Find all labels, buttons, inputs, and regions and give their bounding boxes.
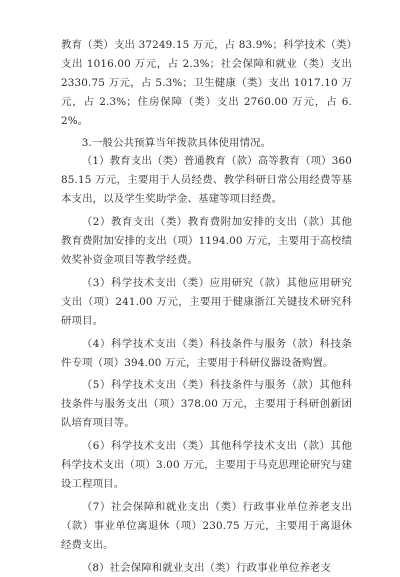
- paragraph-item-7: （7）社会保障和就业支出（类）行政事业单位养老支出（款）事业单位离退休（项）230.75 万元，主要用于离退休经费支出。: [61, 500, 352, 551]
- paragraph-item-3: （3）科学技术支出（类）应用研究（款）其他应用研究支出（项）241.00 万元，主要用于健康浙江关键技术研究科研项目。: [61, 276, 352, 327]
- paragraph-item-2: （2）教育支出（类）教育费附加安排的支出（款）其他教育费附加安排的支出（项）1194.00 万元，主要用于高校绩效奖补资金项目等教学经费。: [61, 216, 352, 266]
- section-heading: 3.一般公共预算当年拨款具体使用情况。: [81, 136, 272, 149]
- paragraph-item-1: （1）教育支出（类）普通教育（款）高等教育（项）36085.15 万元，主要用于人员经费、教学科研日常公用经费等基本支出，以及学生奖助学金、基建等项目经费。: [61, 155, 352, 206]
- paragraph-item-5: （5）科学技术支出（类）科技条件与服务（款）其他科技条件与服务支出（项）378.00 万元，主要用于科研创新团队培育项目等。: [61, 379, 352, 430]
- paragraph-expenditure-by-category: 教育（类）支出 37249.15 万元，占 83.9%；科学技术（类）支出 1016.00 万元，占 2.3%；社会保障和就业（类）支出 2330.75 万元，占 5.3%；卫生健康（类）支出 1017.10 万元，占 2.3%；住房保障（类）支出 2760.00 万元，占 6.2%。: [61, 39, 352, 127]
- paragraph-item-4: （4）科学技术支出（类）科技条件与服务（款）科技条件专项（项）394.00 万元，主要用于科研仪器设备购置。: [61, 337, 352, 369]
- paragraph-item-8: （8）社会保障和就业支出（类）行政事业单位养老支: [81, 561, 331, 574]
- paragraph-item-6: （6）科学技术支出（类）其他科学技术支出（款）其他科学技术支出（项）3.00 万元，主要用于马克思理论研究与建设工程项目。: [61, 440, 352, 490]
